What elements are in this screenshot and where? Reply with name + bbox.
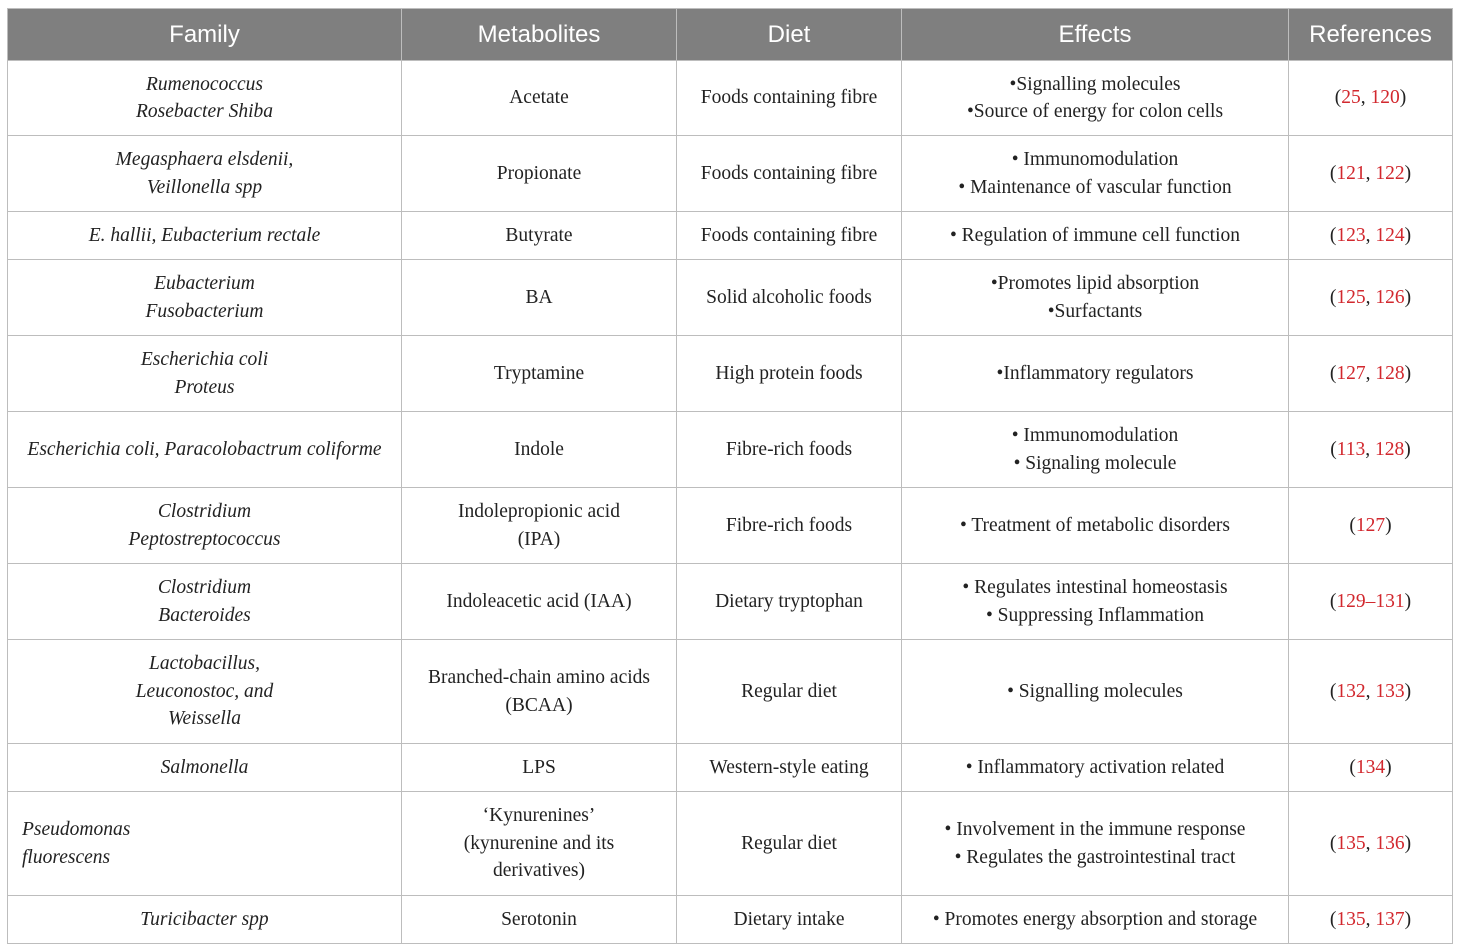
cell-family	[8, 744, 402, 792]
effect-line: • Inflammatory activation related	[965, 756, 1225, 778]
cell-metabolites	[402, 61, 677, 136]
metabolite-line: Tryptamine	[493, 362, 585, 384]
cell-effects	[902, 792, 1289, 896]
header-family: Family	[8, 9, 402, 61]
family-line: Fusobacterium	[145, 300, 264, 322]
table-row	[8, 61, 1453, 136]
header-references: References	[1289, 9, 1453, 61]
cell-family	[8, 792, 402, 896]
table-row	[8, 792, 1453, 896]
cell-metabolites	[402, 896, 677, 944]
reference-link[interactable]: 134	[1355, 756, 1386, 778]
cell-references: (113, 128)	[1289, 412, 1453, 488]
cell-metabolites	[402, 488, 677, 564]
table-row	[8, 640, 1453, 744]
family-line: Veillonella spp	[146, 176, 263, 198]
metabolite-line: BA	[525, 286, 553, 308]
header-row	[8, 9, 1453, 61]
cell-family	[8, 336, 402, 412]
metabolite-line: Indolepropionic acid	[458, 501, 620, 522]
family-line: Rumenococcus	[146, 73, 263, 95]
cell-family	[8, 488, 402, 564]
reference-link[interactable]: 122	[1375, 162, 1405, 184]
cell-references: (134)	[1289, 744, 1453, 792]
cell-effects	[902, 488, 1289, 564]
reference-link[interactable]: 135	[1336, 908, 1366, 930]
cell-effects	[902, 61, 1289, 136]
cell-metabolites	[402, 564, 677, 640]
diet-line: Foods containing fibre	[700, 162, 878, 184]
metabolite-line: Branched-chain amino acids	[428, 667, 650, 688]
metabolite-line: (kynurenine and its	[463, 832, 615, 854]
effect-line: • Maintenance of vascular function	[958, 176, 1232, 198]
cell-family	[8, 564, 402, 640]
effect-line: • Regulation of immune cell function	[949, 224, 1241, 246]
effect-line: •Promotes lipid absorption	[990, 273, 1200, 294]
reference-link[interactable]: 126	[1375, 286, 1405, 308]
diet-line: High protein foods	[715, 362, 863, 384]
reference-link[interactable]: 132	[1336, 680, 1366, 702]
family-line: Peptostreptococcus	[128, 528, 281, 550]
diet-line: Dietary intake	[733, 908, 845, 930]
metabolite-line: (IPA)	[517, 528, 561, 550]
cell-references: (121, 122)	[1289, 136, 1453, 212]
diet-line: Fibre-rich foods	[725, 438, 853, 460]
metabolites-table	[7, 8, 1453, 944]
effect-line: • Treatment of metabolic disorders	[959, 514, 1231, 536]
cell-metabolites	[402, 260, 677, 336]
cell-diet	[677, 136, 902, 212]
reference-link[interactable]: 123	[1336, 224, 1366, 246]
metabolite-line: LPS	[522, 756, 556, 778]
reference-link[interactable]: 136	[1375, 832, 1405, 854]
reference-link[interactable]: 127	[1355, 514, 1386, 536]
effect-line: • Signalling molecules	[1007, 680, 1183, 702]
cell-references: (135, 137)	[1289, 896, 1453, 944]
metabolite-line: derivatives)	[492, 860, 586, 882]
reference-link[interactable]: 120	[1370, 87, 1400, 109]
metabolite-line: Propionate	[496, 162, 582, 184]
table-row	[8, 260, 1453, 336]
cell-effects	[902, 260, 1289, 336]
cell-references: (135, 136)	[1289, 792, 1453, 896]
reference-link[interactable]: 129–131	[1336, 590, 1405, 612]
effect-line: • Regulates intestinal homeostasis	[962, 577, 1228, 598]
cell-diet	[677, 744, 902, 792]
family-line: Megasphaera elsdenii,	[115, 149, 294, 170]
family-line: Escherichia coli, Paracolobactrum coliforme	[27, 438, 382, 460]
header-diet: Diet	[677, 9, 902, 61]
effect-line: • Promotes energy absorption and storage	[932, 908, 1258, 930]
diet-line: Regular diet	[741, 832, 837, 854]
reference-link[interactable]: 121	[1336, 162, 1366, 184]
reference-link[interactable]: 125	[1336, 286, 1366, 308]
metabolite-line: (BCAA)	[505, 694, 573, 716]
table-row	[8, 488, 1453, 564]
family-line: Clostridium	[157, 577, 252, 598]
cell-family	[8, 212, 402, 260]
cell-family	[8, 640, 402, 744]
metabolite-line: ‘Kynurenines’	[482, 805, 596, 827]
reference-link[interactable]: 133	[1375, 680, 1405, 702]
cell-diet	[677, 640, 902, 744]
table-row	[8, 412, 1453, 488]
table-container	[7, 8, 1452, 944]
cell-metabolites	[402, 792, 677, 896]
cell-diet	[677, 212, 902, 260]
table-row	[8, 136, 1453, 212]
metabolite-line: Butyrate	[505, 224, 573, 246]
diet-line: Fibre-rich foods	[725, 514, 853, 536]
cell-diet	[677, 61, 902, 136]
header-metabolites: Metabolites	[402, 9, 677, 61]
family-line: Eubacterium	[154, 273, 255, 294]
family-line: Proteus	[174, 376, 235, 398]
effect-line: • Suppressing Inflammation	[985, 604, 1205, 626]
cell-diet	[677, 260, 902, 336]
cell-family	[8, 61, 402, 136]
table-row	[8, 212, 1453, 260]
cell-references: (125, 126)	[1289, 260, 1453, 336]
family-line: fluorescens	[22, 846, 111, 868]
reference-link[interactable]: 128	[1375, 438, 1405, 460]
reference-link[interactable]: 25	[1341, 87, 1361, 109]
cell-diet	[677, 336, 902, 412]
diet-line: Solid alcoholic foods	[706, 286, 872, 308]
cell-effects	[902, 136, 1289, 212]
effect-line: •Signalling molecules	[1009, 73, 1181, 95]
reference-link[interactable]: 137	[1375, 908, 1405, 930]
effect-line: •Surfactants	[1047, 300, 1143, 322]
cell-family	[8, 896, 402, 944]
effect-line: • Involvement in the immune response	[944, 819, 1246, 840]
cell-family	[8, 412, 402, 488]
family-line: Rosebacter Shiba	[135, 101, 273, 122]
cell-metabolites	[402, 744, 677, 792]
cell-family	[8, 260, 402, 336]
table-row	[8, 744, 1453, 792]
reference-link[interactable]: 127	[1336, 362, 1366, 384]
table-row	[8, 336, 1453, 412]
effect-line: • Signaling molecule	[1013, 452, 1177, 474]
diet-line: Foods containing fibre	[700, 87, 878, 109]
cell-diet	[677, 792, 902, 896]
family-line: E. hallii, Eubacterium rectale	[88, 224, 321, 246]
metabolite-line: Indoleacetic acid (IAA)	[446, 590, 632, 612]
family-line: Weissella	[168, 708, 241, 730]
cell-diet	[677, 896, 902, 944]
table-row	[8, 896, 1453, 944]
cell-metabolites	[402, 336, 677, 412]
header-effects: Effects	[902, 9, 1289, 61]
cell-effects	[902, 564, 1289, 640]
cell-effects	[902, 336, 1289, 412]
cell-references: (132, 133)	[1289, 640, 1453, 744]
effect-line: •Inflammatory regulators	[996, 362, 1194, 384]
cell-effects	[902, 744, 1289, 792]
metabolite-line: Serotonin	[501, 908, 577, 930]
family-line: Pseudomonas	[22, 819, 131, 840]
diet-line: Western-style eating	[709, 756, 869, 778]
cell-references: (25, 120)	[1289, 61, 1453, 136]
family-line: Clostridium	[157, 501, 252, 522]
cell-metabolites	[402, 136, 677, 212]
diet-line: Dietary tryptophan	[715, 590, 863, 612]
cell-references: (127)	[1289, 488, 1453, 564]
cell-references: (129–131)	[1289, 564, 1453, 640]
cell-metabolites	[402, 212, 677, 260]
effect-line: • Immunomodulation	[1011, 425, 1179, 446]
diet-line: Regular diet	[741, 680, 837, 702]
effect-line: • Immunomodulation	[1011, 149, 1179, 170]
cell-effects	[902, 412, 1289, 488]
cell-metabolites	[402, 640, 677, 744]
family-line: Escherichia coli	[140, 349, 269, 370]
family-line: Bacteroides	[158, 604, 251, 626]
family-line: Leuconostoc, and	[135, 680, 274, 702]
effect-line: •Source of energy for colon cells	[966, 101, 1224, 122]
family-line: Turicibacter spp	[140, 908, 269, 930]
cell-family	[8, 136, 402, 212]
cell-effects	[902, 212, 1289, 260]
cell-diet	[677, 488, 902, 564]
cell-effects	[902, 640, 1289, 744]
diet-line: Foods containing fibre	[700, 224, 878, 246]
reference-link[interactable]: 124	[1375, 224, 1405, 246]
family-line: Salmonella	[160, 756, 249, 778]
metabolite-line: Acetate	[509, 87, 569, 109]
reference-link[interactable]: 128	[1375, 362, 1405, 384]
cell-diet	[677, 564, 902, 640]
metabolite-line: Indole	[514, 438, 564, 460]
reference-link[interactable]: 113	[1336, 438, 1366, 460]
effect-line: • Regulates the gastrointestinal tract	[954, 846, 1236, 868]
table-row	[8, 564, 1453, 640]
reference-link[interactable]: 135	[1336, 832, 1366, 854]
cell-references: (127, 128)	[1289, 336, 1453, 412]
cell-diet	[677, 412, 902, 488]
family-line: Lactobacillus,	[148, 653, 261, 675]
cell-references: (123, 124)	[1289, 212, 1453, 260]
cell-metabolites	[402, 412, 677, 488]
cell-effects	[902, 896, 1289, 944]
